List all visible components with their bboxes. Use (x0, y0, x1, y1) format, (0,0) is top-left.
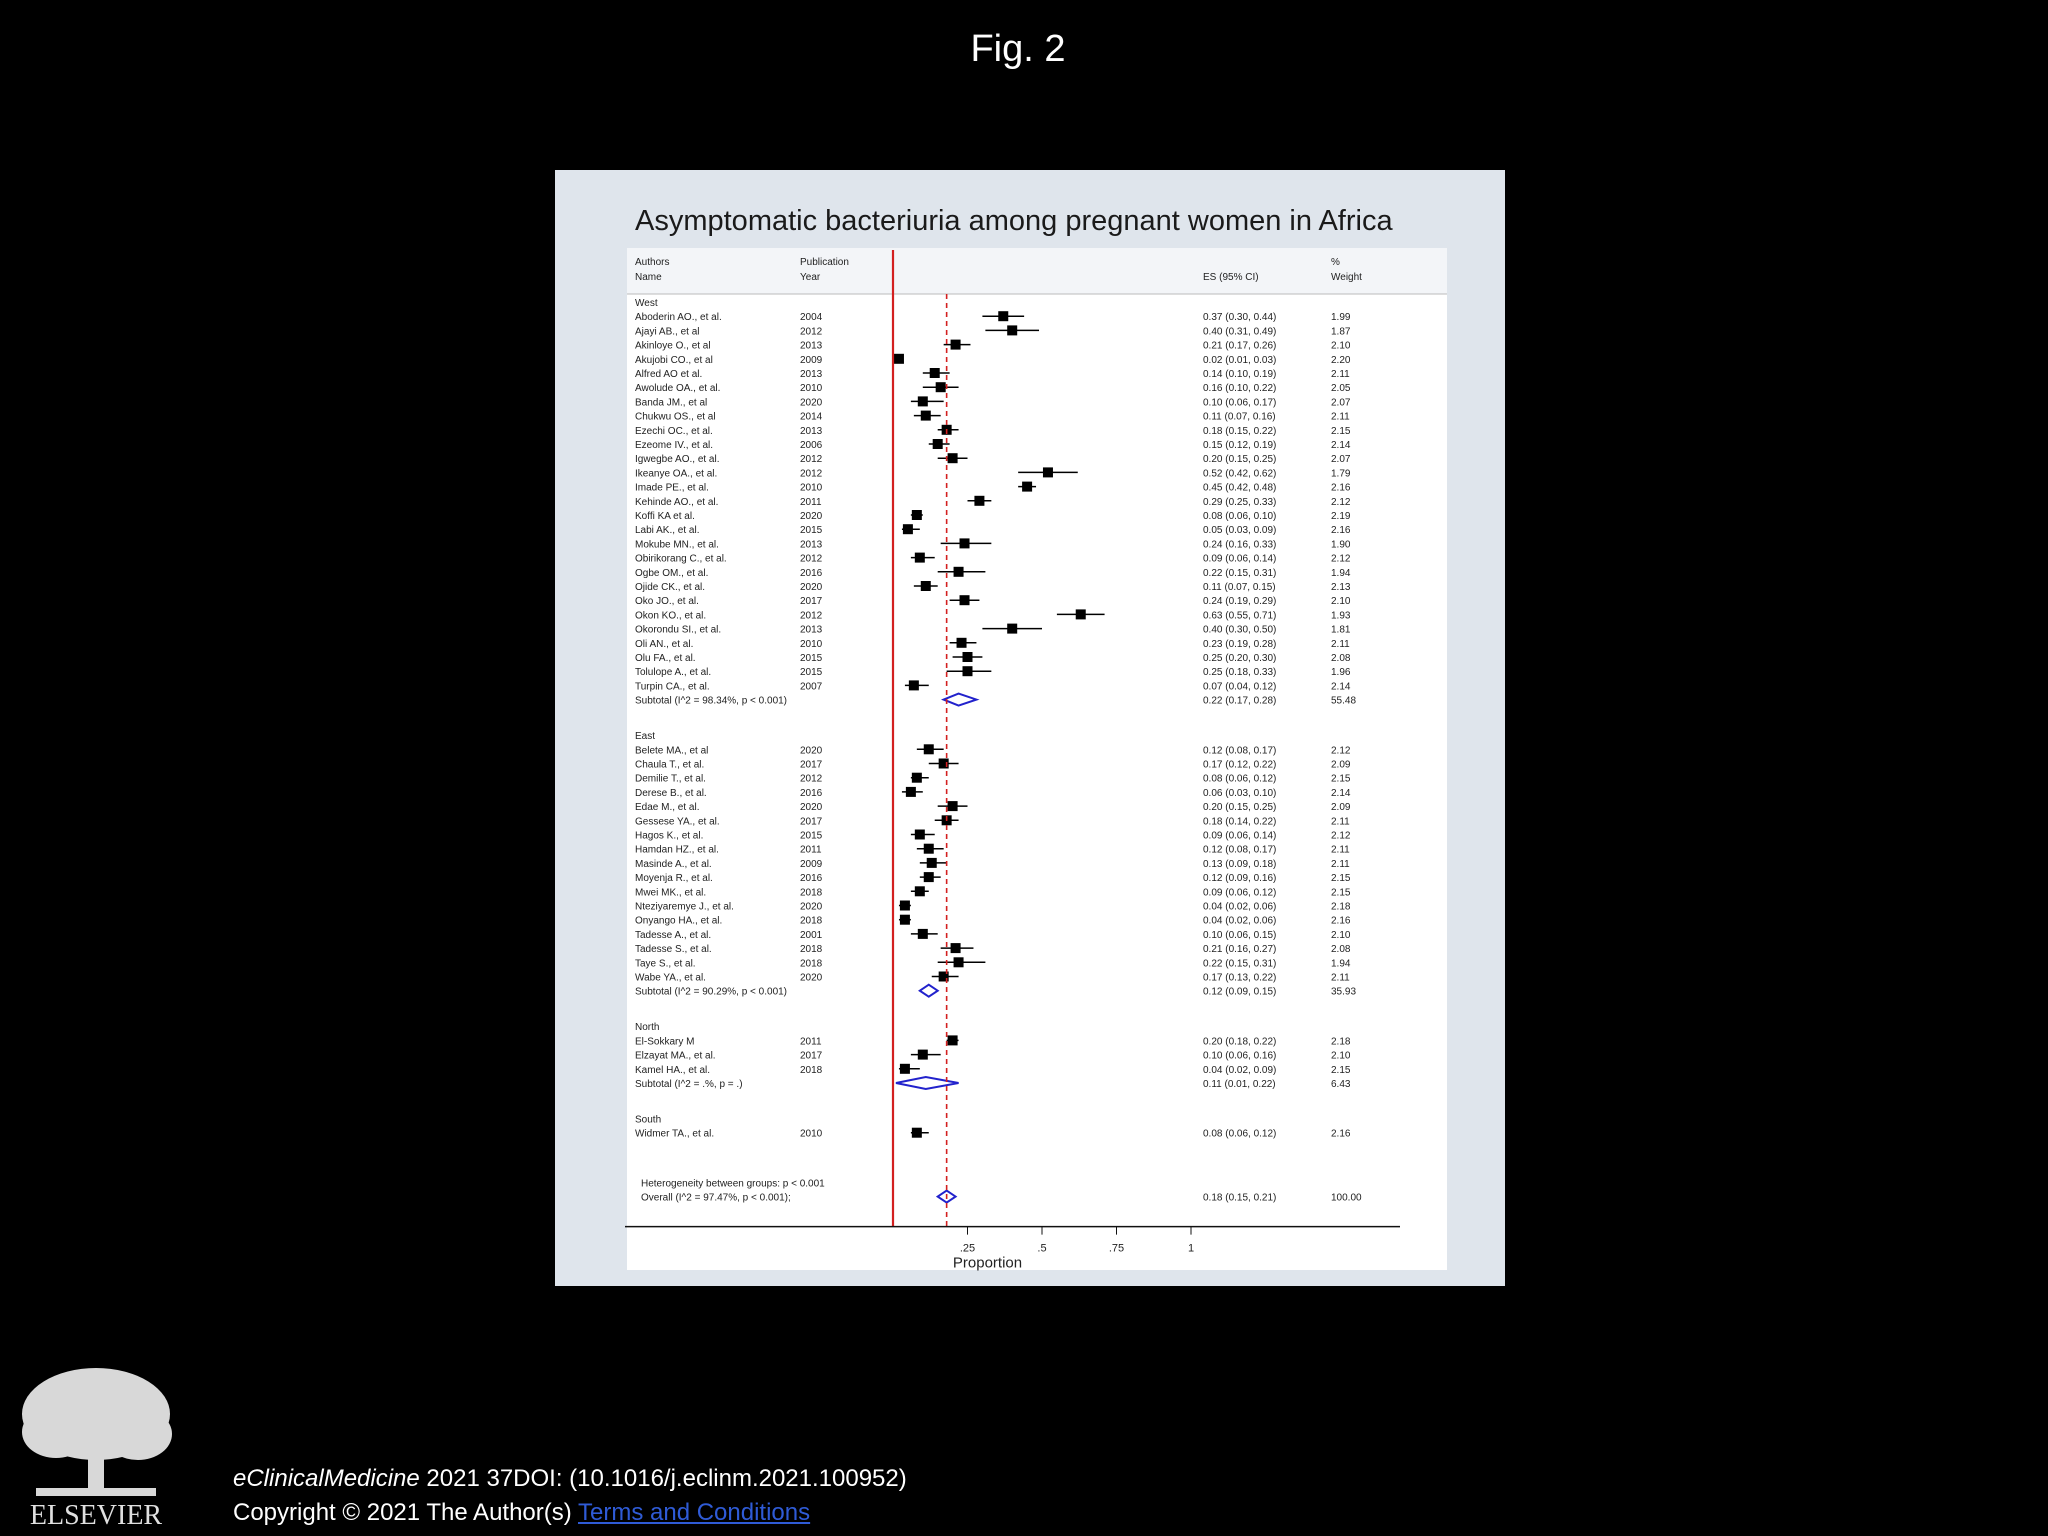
study-marker (915, 830, 925, 840)
study-weight: 2.13 (1331, 582, 1351, 593)
study-year: 2001 (800, 929, 823, 941)
journal-name: eClinicalMedicine (233, 1465, 420, 1492)
study-ci: 0.17 (0.12, 0.22) (1203, 759, 1277, 771)
study-weight: 2.11 (1331, 816, 1350, 828)
study-ci: 0.18 (0.14, 0.22) (1203, 816, 1277, 828)
study-author: Ojide CK., et al. (635, 582, 706, 593)
study-ci: 0.09 (0.06, 0.12) (1203, 887, 1277, 899)
subtotal-ci: 0.11 (0.01, 0.22) (1203, 1079, 1276, 1090)
citation-line (233, 1462, 907, 1496)
study-author: Gessese YA., et al. (635, 816, 720, 828)
study-author: Oli AN., et al. (635, 638, 694, 650)
study-ci: 0.20 (0.15, 0.25) (1203, 802, 1277, 814)
study-author: Hamdan HZ., et al. (635, 844, 719, 856)
study-year: 2015 (800, 830, 823, 842)
study-marker (936, 382, 946, 392)
study-author: Tolulope A., et al. (635, 667, 712, 679)
copyright-text: Copyright © 2021 The Author(s) (233, 1499, 578, 1526)
study-author: Onyango HA., et al. (635, 915, 723, 927)
study-author: Nteziyaremye J., et al. (635, 901, 734, 913)
study-marker (933, 439, 943, 449)
study-author: Akinloye O., et al (635, 340, 711, 352)
x-tick-label: 1 (1187, 1242, 1195, 1255)
study-author: Oko JO., et al. (635, 596, 699, 608)
study-year: 2016 (800, 787, 823, 799)
study-marker (921, 411, 931, 421)
study-marker (1076, 609, 1086, 619)
study-ci: 0.05 (0.03, 0.09) (1203, 525, 1277, 537)
study-weight: 1.93 (1331, 610, 1351, 622)
study-author: Igwegbe AO., et al. (635, 454, 720, 466)
heterogeneity-text: Heterogeneity between groups: p < 0.001 (641, 1178, 825, 1190)
study-ci: 0.15 (0.12, 0.19) (1203, 440, 1277, 451)
study-author: Widmer TA., et al. (635, 1128, 715, 1140)
study-marker (900, 1064, 910, 1074)
study-weight: 2.12 (1331, 496, 1351, 508)
citation-text: 2021 37DOI: (10.1016/j.eclinm.2021.100952) (419, 1465, 907, 1492)
group-label-east: East (635, 731, 656, 743)
study-weight: 2.15 (1331, 773, 1351, 785)
study-year: 2013 (800, 624, 823, 636)
study-ci: 0.07 (0.04, 0.12) (1203, 681, 1277, 693)
study-ci: 0.17 (0.13, 0.22) (1203, 972, 1277, 984)
study-marker (900, 901, 910, 911)
study-ci: 0.52 (0.42, 0.62) (1203, 468, 1277, 480)
study-year: 2015 (800, 667, 823, 679)
study-weight: 1.87 (1331, 326, 1351, 338)
study-year: 2011 (800, 496, 822, 508)
study-ci: 0.45 (0.42, 0.48) (1203, 482, 1277, 494)
study-weight: 2.15 (1331, 425, 1351, 437)
study-author: Obirikorang C., et al. (635, 553, 727, 565)
study-marker (1007, 624, 1017, 634)
overall-weight: 100.00 (1331, 1192, 1362, 1204)
study-year: 2009 (800, 354, 823, 366)
study-marker (912, 510, 922, 520)
study-year: 2020 (800, 972, 823, 984)
study-marker (951, 340, 961, 350)
study-year: 2016 (800, 567, 823, 579)
publisher-wordmark: ELSEVIER (29, 1500, 163, 1531)
subtotal-label: Subtotal (I^2 = 98.34%, p < 0.001) (635, 695, 788, 707)
study-author: Kamel HA., et al. (635, 1064, 711, 1076)
study-year: 2012 (800, 454, 823, 466)
study-author: Elzayat MA., et al. (635, 1050, 716, 1062)
x-tick-label: .75 (1108, 1242, 1125, 1255)
study-weight: 2.16 (1331, 915, 1351, 927)
study-weight: 2.08 (1331, 653, 1351, 664)
study-marker (998, 311, 1008, 321)
study-year: 2020 (800, 745, 823, 757)
study-ci: 0.04 (0.02, 0.09) (1203, 1064, 1277, 1076)
study-author: Aboderin AO., et al. (635, 312, 722, 324)
study-author: Banda JM., et al (635, 397, 708, 409)
study-ci: 0.10 (0.06, 0.17) (1203, 397, 1277, 409)
study-weight: 1.94 (1331, 958, 1351, 970)
study-weight: 2.11 (1331, 411, 1350, 423)
study-weight: 2.09 (1331, 802, 1351, 814)
study-author: Mwei MK., et al. (635, 887, 707, 899)
study-marker (900, 915, 910, 925)
study-ci: 0.12 (0.08, 0.17) (1203, 745, 1277, 757)
study-ci: 0.29 (0.25, 0.33) (1203, 496, 1277, 508)
study-weight: 2.18 (1331, 1036, 1351, 1048)
study-weight: 2.11 (1331, 972, 1350, 984)
study-weight: 2.12 (1331, 830, 1351, 842)
study-marker (918, 929, 928, 939)
header-publication: Publication (800, 257, 849, 268)
study-author: Belete MA., et al (635, 745, 709, 757)
study-ci: 0.24 (0.16, 0.33) (1203, 539, 1277, 551)
study-ci: 0.08 (0.06, 0.12) (1203, 773, 1277, 785)
study-marker (1007, 325, 1017, 335)
study-author: Chaula T., et al. (635, 759, 705, 771)
subtotal-weight: 55.48 (1331, 695, 1357, 707)
study-weight: 2.12 (1331, 553, 1351, 565)
study-ci: 0.02 (0.01, 0.03) (1203, 354, 1277, 366)
subtotal-label: Subtotal (I^2 = 90.29%, p < 0.001) (635, 986, 788, 998)
subtotal-weight: 6.43 (1331, 1079, 1351, 1090)
plot-area (627, 248, 1447, 1270)
study-year: 2013 (800, 340, 823, 352)
study-ci: 0.22 (0.15, 0.31) (1203, 958, 1277, 970)
study-author: Kehinde AO., et al. (635, 496, 719, 508)
study-weight: 1.94 (1331, 567, 1351, 579)
study-weight: 2.16 (1331, 482, 1351, 494)
study-marker (948, 801, 958, 811)
study-weight: 2.07 (1331, 397, 1351, 409)
header-percent: % (1331, 257, 1340, 268)
study-author: Akujobi CO., et al (635, 354, 713, 366)
study-year: 2017 (800, 596, 823, 608)
study-ci: 0.37 (0.30, 0.44) (1203, 312, 1277, 324)
study-year: 2009 (800, 858, 823, 870)
study-marker (912, 1128, 922, 1138)
study-ci: 0.08 (0.06, 0.10) (1203, 511, 1277, 522)
study-year: 2013 (800, 539, 823, 551)
footer (233, 1462, 907, 1530)
study-ci: 0.12 (0.08, 0.17) (1203, 844, 1277, 856)
group-label-north: North (635, 1022, 660, 1034)
study-author: Okorondu SI., et al. (635, 624, 722, 636)
header-name: Name (635, 272, 662, 283)
study-weight: 2.15 (1331, 873, 1351, 885)
study-marker (974, 496, 984, 506)
study-ci: 0.04 (0.02, 0.06) (1203, 901, 1277, 913)
overall-label: Overall (I^2 = 97.47%, p < 0.001); (641, 1192, 791, 1204)
study-ci: 0.25 (0.20, 0.30) (1203, 653, 1277, 664)
group-label-west: West (635, 298, 658, 309)
study-author: Ogbe OM., et al. (635, 567, 709, 579)
study-marker (924, 844, 934, 854)
study-weight: 1.90 (1331, 539, 1351, 551)
study-weight: 1.79 (1331, 468, 1351, 480)
study-weight: 2.10 (1331, 340, 1351, 352)
study-weight: 2.12 (1331, 745, 1351, 757)
study-ci: 0.20 (0.15, 0.25) (1203, 454, 1277, 466)
study-author: Hagos K., et al. (635, 830, 704, 842)
study-author: Ajayi AB., et al (635, 326, 700, 338)
study-marker (927, 858, 937, 868)
study-marker (906, 787, 916, 797)
study-ci: 0.11 (0.07, 0.15) (1203, 582, 1276, 593)
chart-title: Asymptomatic bacteriuria among pregnant women in Africa (635, 205, 1393, 237)
study-weight: 2.09 (1331, 759, 1351, 771)
study-author: Alfred AO et al. (635, 369, 703, 380)
study-year: 2017 (800, 1050, 823, 1062)
group-label-south: South (635, 1114, 662, 1126)
subtotal-ci: 0.22 (0.17, 0.28) (1203, 695, 1277, 707)
study-weight: 2.19 (1331, 511, 1351, 522)
study-ci: 0.13 (0.09, 0.18) (1203, 858, 1277, 870)
study-marker (903, 524, 913, 534)
study-weight: 2.11 (1331, 638, 1350, 650)
study-year: 2015 (800, 653, 823, 664)
study-author: Imade PE., et al. (635, 482, 709, 494)
study-year: 2006 (800, 440, 823, 451)
study-marker (954, 957, 964, 967)
study-author: Edae M., et al. (635, 802, 700, 814)
terms-link[interactable]: Terms and Conditions (578, 1499, 811, 1526)
header-es: ES (95% CI) (1203, 272, 1259, 283)
study-weight: 2.14 (1331, 787, 1351, 799)
x-tick-label: .25 (959, 1242, 976, 1255)
study-ci: 0.21 (0.16, 0.27) (1203, 944, 1277, 956)
x-tick-label: .5 (1037, 1242, 1047, 1255)
study-marker (894, 354, 904, 364)
study-weight: 2.10 (1331, 929, 1351, 941)
study-marker (951, 943, 961, 953)
study-year: 2010 (800, 1128, 823, 1140)
study-author: Mokube MN., et al. (635, 539, 719, 551)
study-ci: 0.12 (0.09, 0.16) (1203, 873, 1277, 885)
study-year: 2014 (800, 411, 823, 423)
study-weight: 2.20 (1331, 354, 1351, 366)
header-year: Year (800, 272, 821, 283)
study-author: El-Sokkary M (635, 1036, 695, 1048)
study-ci: 0.11 (0.07, 0.16) (1203, 411, 1276, 423)
study-year: 2018 (800, 887, 823, 899)
study-ci: 0.24 (0.19, 0.29) (1203, 596, 1277, 608)
study-year: 2011 (800, 844, 822, 856)
study-author: Moyenja R., et al. (635, 873, 713, 885)
study-year: 2018 (800, 1064, 823, 1076)
study-author: Ezechi OC., et al. (635, 425, 713, 437)
study-ci: 0.16 (0.10, 0.22) (1203, 383, 1277, 395)
study-year: 2020 (800, 901, 823, 913)
study-year: 2020 (800, 582, 823, 593)
study-ci: 0.10 (0.06, 0.16) (1203, 1050, 1277, 1062)
study-author: Chukwu OS., et al (635, 411, 716, 423)
study-weight: 2.10 (1331, 1050, 1351, 1062)
study-year: 2010 (800, 638, 823, 650)
study-marker (915, 886, 925, 896)
study-weight: 2.11 (1331, 844, 1350, 856)
study-marker (909, 680, 919, 690)
study-weight: 2.05 (1331, 383, 1351, 395)
study-weight: 2.18 (1331, 901, 1351, 913)
study-marker (918, 396, 928, 406)
study-marker (954, 567, 964, 577)
study-author: Labi AK., et al. (635, 525, 700, 537)
study-marker (1022, 482, 1032, 492)
study-ci: 0.09 (0.06, 0.14) (1203, 830, 1277, 842)
study-ci: 0.40 (0.31, 0.49) (1203, 326, 1277, 338)
study-weight: 1.81 (1331, 624, 1351, 636)
copyright-line (233, 1496, 907, 1530)
header-band (627, 248, 1447, 294)
overall-ci: 0.18 (0.15, 0.21) (1203, 1192, 1277, 1204)
study-marker (921, 581, 931, 591)
study-marker (963, 652, 973, 662)
study-year: 2018 (800, 958, 823, 970)
study-ci: 0.63 (0.55, 0.71) (1203, 610, 1277, 622)
study-year: 2010 (800, 482, 823, 494)
study-year: 2004 (800, 312, 823, 324)
study-author: Turpin CA., et al. (635, 681, 710, 693)
study-author: Derese B., et al. (635, 787, 707, 799)
study-weight: 2.07 (1331, 454, 1351, 466)
study-year: 2012 (800, 553, 823, 565)
study-marker (960, 595, 970, 605)
study-marker (960, 538, 970, 548)
study-author: Masinde A., et al. (635, 858, 712, 870)
study-year: 2007 (800, 681, 823, 693)
study-marker (924, 744, 934, 754)
tree-icon (22, 1368, 172, 1496)
study-ci: 0.18 (0.15, 0.22) (1203, 425, 1277, 437)
study-weight: 2.10 (1331, 596, 1351, 608)
study-author: Okon KO., et al. (635, 610, 707, 622)
subtotal-label: Subtotal (I^2 = .%, p = .) (635, 1079, 743, 1090)
elsevier-logo (16, 1362, 176, 1532)
study-weight: 2.16 (1331, 525, 1351, 537)
study-ci: 0.40 (0.30, 0.50) (1203, 624, 1277, 636)
study-ci: 0.10 (0.06, 0.15) (1203, 929, 1277, 941)
study-marker (930, 368, 940, 378)
header-authors: Authors (635, 257, 670, 268)
study-year: 2012 (800, 773, 823, 785)
subtotal-weight: 35.93 (1331, 986, 1357, 998)
study-year: 2020 (800, 802, 823, 814)
study-author: Taye S., et al. (635, 958, 696, 970)
study-weight: 2.16 (1331, 1128, 1351, 1140)
study-year: 2020 (800, 397, 823, 409)
study-author: Wabe YA., et al. (635, 972, 706, 984)
study-weight: 2.11 (1331, 858, 1350, 870)
study-ci: 0.04 (0.02, 0.06) (1203, 915, 1277, 927)
header-weight: Weight (1331, 272, 1362, 283)
study-ci: 0.20 (0.18, 0.22) (1203, 1036, 1277, 1048)
study-author: Olu FA., et al. (635, 653, 696, 664)
study-ci: 0.21 (0.17, 0.26) (1203, 340, 1277, 352)
study-author: Awolude OA., et al. (635, 383, 721, 395)
study-weight: 2.14 (1331, 681, 1351, 693)
study-weight: 1.96 (1331, 667, 1351, 679)
study-ci: 0.22 (0.15, 0.31) (1203, 567, 1277, 579)
study-author: Demilie T., et al. (635, 773, 706, 785)
study-author: Koffi KA et al. (635, 511, 695, 522)
study-year: 2012 (800, 610, 823, 622)
study-year: 2020 (800, 511, 823, 522)
study-marker (1043, 467, 1053, 477)
study-marker (918, 1050, 928, 1060)
study-marker (957, 638, 967, 648)
study-ci: 0.25 (0.18, 0.33) (1203, 667, 1277, 679)
study-author: Tadesse S., et al. (635, 944, 712, 956)
study-weight: 2.08 (1331, 944, 1351, 956)
study-ci: 0.06 (0.03, 0.10) (1203, 787, 1277, 799)
study-marker (948, 453, 958, 463)
study-marker (948, 1035, 958, 1045)
study-weight: 2.15 (1331, 887, 1351, 899)
study-author: Tadesse A., et al. (635, 929, 712, 941)
figure-label: Fig. 2 (970, 28, 1066, 70)
study-year: 2017 (800, 816, 823, 828)
study-weight: 2.11 (1331, 369, 1350, 380)
study-marker (963, 666, 973, 676)
study-ci: 0.14 (0.10, 0.19) (1203, 369, 1277, 380)
x-axis-label: Proportion (952, 1254, 1023, 1272)
study-year: 2013 (800, 369, 823, 380)
study-marker (912, 773, 922, 783)
study-year: 2015 (800, 525, 823, 537)
subtotal-ci: 0.12 (0.09, 0.15) (1203, 986, 1277, 998)
forest-plot (555, 170, 1505, 1286)
forest-plot-panel (555, 170, 1505, 1286)
study-author: Ezeome IV., et al. (635, 440, 714, 451)
study-marker (915, 553, 925, 563)
study-ci: 0.08 (0.06, 0.12) (1203, 1128, 1277, 1140)
study-weight: 2.15 (1331, 1064, 1351, 1076)
study-year: 2012 (800, 468, 823, 480)
study-year: 2016 (800, 873, 823, 885)
study-year: 2010 (800, 383, 823, 395)
study-marker (924, 872, 934, 882)
study-year: 2018 (800, 915, 823, 927)
study-weight: 1.99 (1331, 312, 1351, 324)
study-ci: 0.09 (0.06, 0.14) (1203, 553, 1277, 565)
study-year: 2017 (800, 759, 823, 771)
study-year: 2013 (800, 425, 823, 437)
study-year: 2018 (800, 944, 823, 956)
study-year: 2012 (800, 326, 823, 338)
study-year: 2011 (800, 1036, 822, 1048)
study-ci: 0.23 (0.19, 0.28) (1203, 638, 1277, 650)
study-author: Ikeanye OA., et al. (635, 468, 718, 480)
study-weight: 2.14 (1331, 440, 1351, 451)
